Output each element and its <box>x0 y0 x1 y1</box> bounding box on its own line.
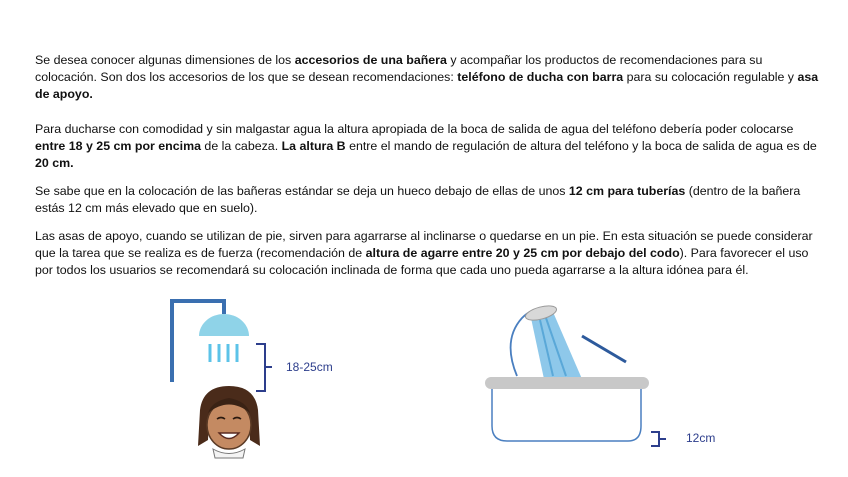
bathtub-rim <box>485 377 649 389</box>
shower-height-label: 18-25cm <box>286 360 333 374</box>
bold-text-run: 12 cm para tuberías <box>568 184 686 198</box>
shower-illustration <box>172 301 333 458</box>
text-run: Para ducharse con comodidad y sin malgastar agua la altura apropiada de la boca de salida de agua del teléfono debería poder colocarse <box>35 122 794 136</box>
text-run: (dentro de la bañera estás 12 cm más elevado que en suelo). <box>35 184 801 215</box>
bold-text-run: teléfono de ducha con barra <box>457 70 624 84</box>
pipe-gap-bracket-icon <box>651 432 666 446</box>
bathtub-illustration <box>485 303 715 446</box>
person-face-icon <box>198 386 260 458</box>
bold-text-run: La altura B <box>281 139 346 153</box>
bath-gap-label: 12cm <box>686 431 716 445</box>
text-run: para su colocación regulable y <box>623 70 798 84</box>
bold-text-run: altura de agarre entre 20 y 25 cm por debajo del codo <box>365 246 680 260</box>
text-run: Se sabe que en la colocación de las bañeras estándar se deja un hueco debajo de ellas de unos <box>35 184 569 198</box>
bold-text-run: entre 18 y 25 cm por encima <box>35 139 201 153</box>
bold-text-run: 20 cm. <box>35 156 74 170</box>
bold-text-run: accesorios de una bañera <box>294 53 447 67</box>
text-run: de la cabeza. <box>200 139 282 153</box>
text-run: entre el mando de regulación de altura del teléfono y la boca de salida de agua es de <box>345 139 817 153</box>
shower-head-icon <box>199 314 249 336</box>
text-run: Las asas de apoyo, cuando se utilizan de pie, sirven para agarrarse al inclinarse o quedarse en un pie. En esta situación se puede considerar que la tarea que se realiza es de fuerza (recomendación de <box>35 229 813 260</box>
water-drops-icon <box>210 344 237 362</box>
height-bracket-icon <box>256 344 272 391</box>
bathtub-body <box>492 389 641 441</box>
text-run: y acompañar los productos de recomendaciones para su colocación. Son dos los accesorios de los que se desean recomendaciones: <box>35 53 763 84</box>
text-run: Se desea conocer algunas dimensiones de los <box>35 53 295 67</box>
bold-text-run: asa de apoyo. <box>35 70 819 101</box>
text-run: ). Para favorecer el uso por todos los usuarios se recomendará su colocación inclinada de forma que cada uno pueda agarrarse a la altura idónea para él. <box>35 246 809 277</box>
shower-pipe <box>172 301 224 382</box>
grab-bar-icon <box>582 336 626 362</box>
